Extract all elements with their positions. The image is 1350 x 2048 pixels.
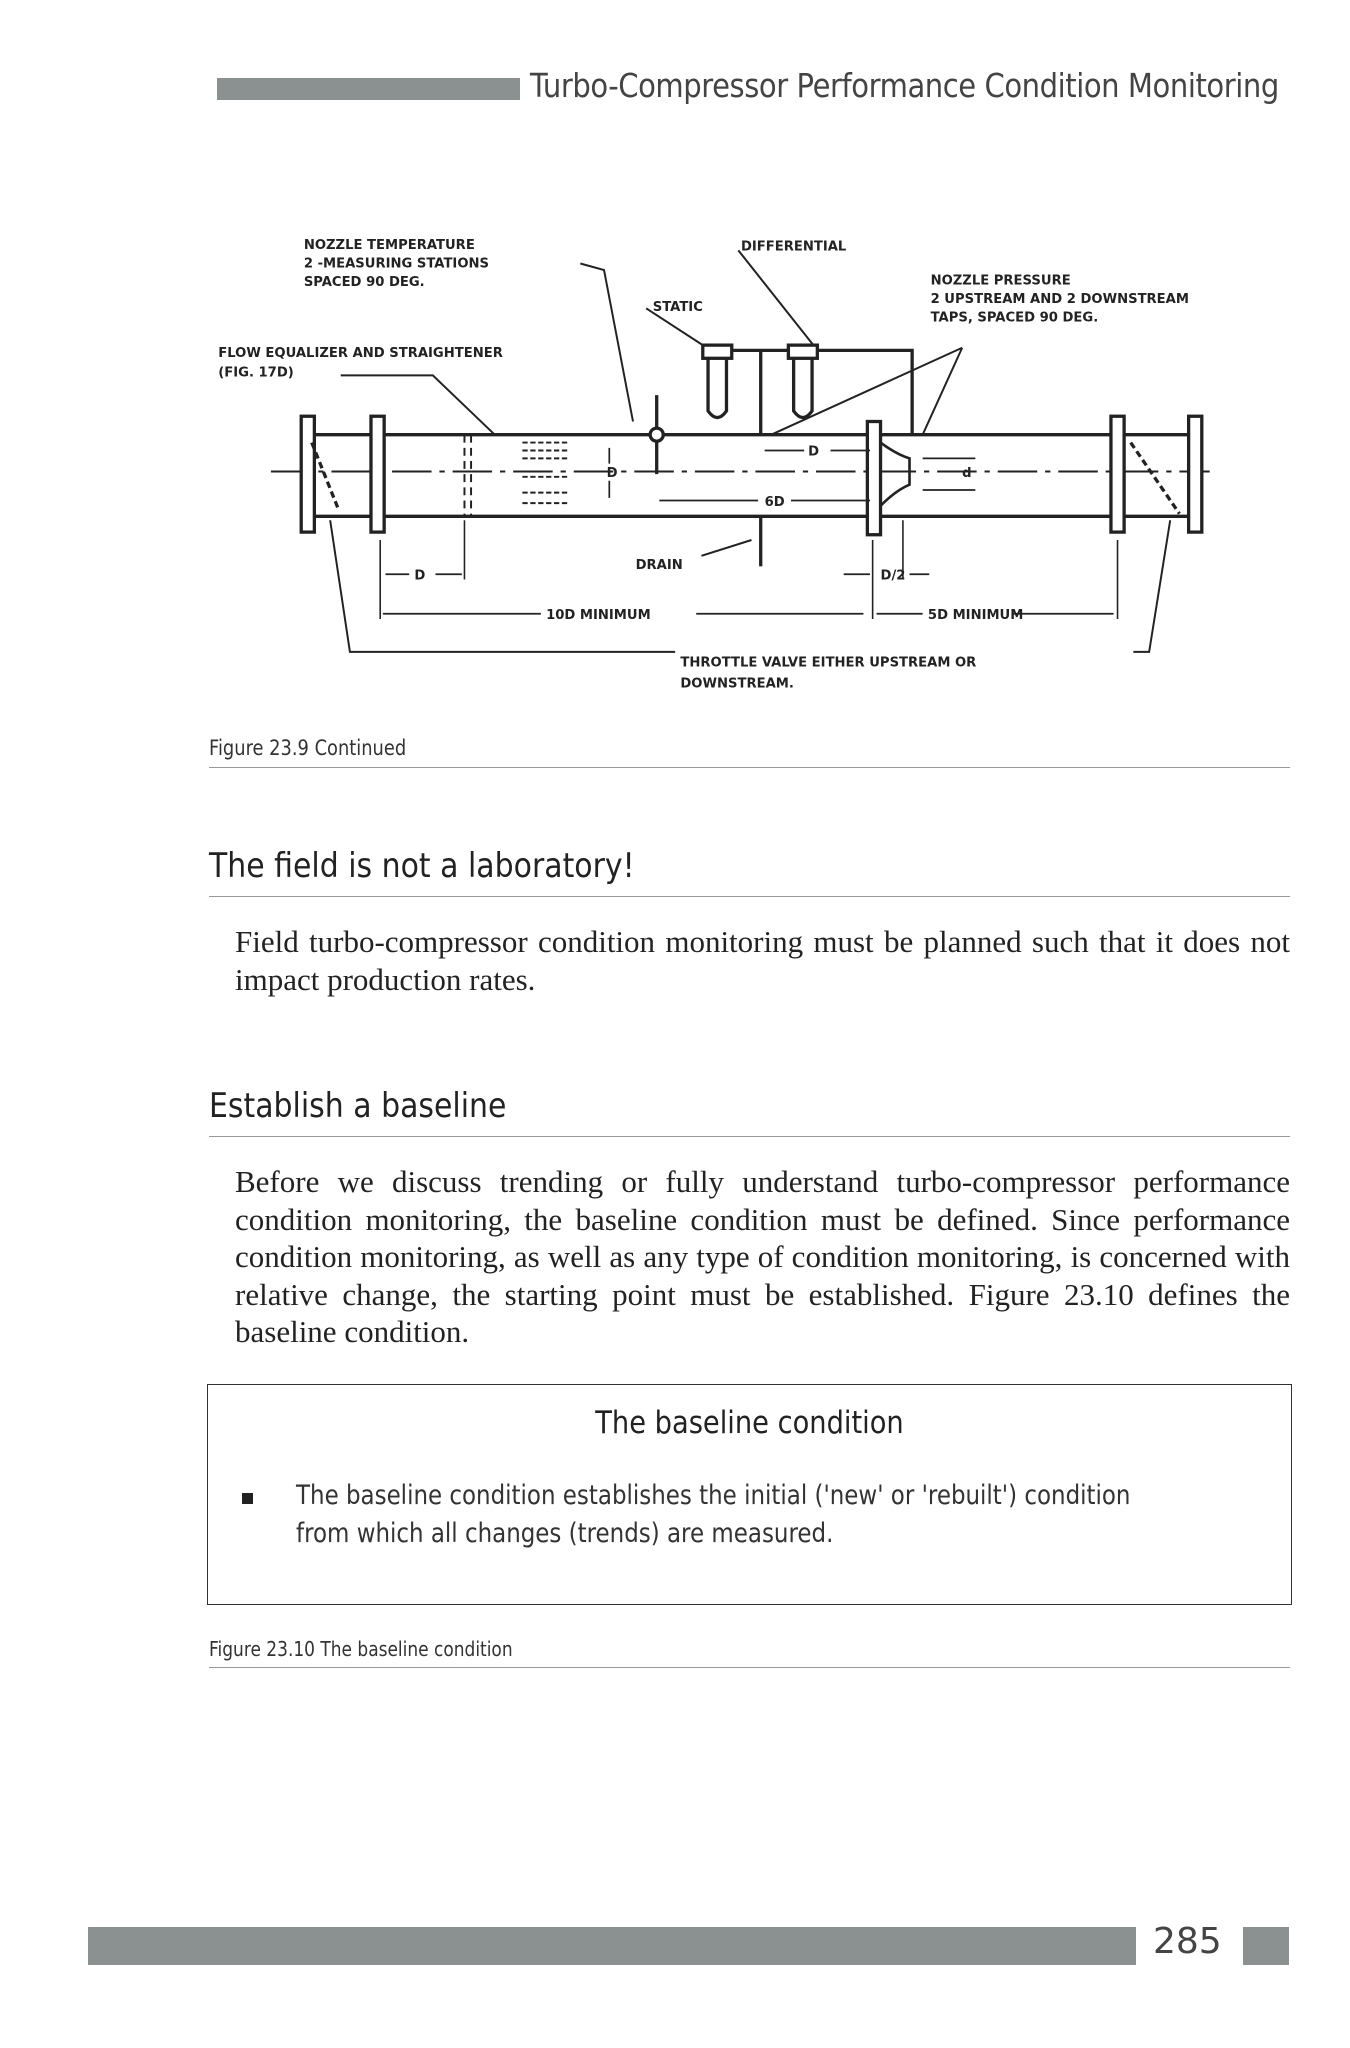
footer-bar [88, 1927, 1136, 1965]
label-nozzle-pressure: NOZZLE PRESSURE [930, 273, 1071, 289]
section-heading: The field is not a laboratory! [209, 846, 635, 886]
label-static: STATIC [652, 299, 703, 315]
divider [209, 1136, 1290, 1137]
flange [371, 416, 384, 532]
throttle-valve [1131, 443, 1180, 514]
label-downstream: DOWNSTREAM. [680, 676, 794, 692]
page-number: 285 [1153, 1921, 1222, 1962]
label-nozzle-temperature: NOZZLE TEMPERATURE [303, 238, 475, 254]
label-flow-equalizer: FLOW EQUALIZER AND STRAIGHTENER [218, 345, 503, 361]
section-body: Before we discuss trending or fully understand turbo-compressor performance condition monitoring, the baseline condition must be defined. Since performance condition monitoring, as well as any type of condition monitoring, is concerned with relative change, the starting point must be established. Figure 23.10 defines the baseline condition. [235, 1164, 1290, 1349]
section-heading: Establish a baseline [209, 1086, 507, 1126]
diagram-labels [218, 238, 1189, 691]
label-drain: DRAIN [635, 557, 683, 573]
baseline-condition-box [207, 1384, 1292, 1605]
figure-caption: Figure 23.10 The baseline condition [209, 1637, 513, 1661]
flange [1111, 416, 1124, 532]
label-spaced-90: SPACED 90 DEG. [303, 274, 425, 290]
label-dim-d-upstream: D [414, 568, 426, 584]
label-dim-d-pipe: D [606, 465, 618, 481]
header-bar [217, 78, 520, 100]
label-dim-d2: D/2 [880, 568, 906, 584]
label-taps-spaced: TAPS, SPACED 90 DEG. [930, 310, 1099, 326]
divider [209, 767, 1290, 768]
label-throttle-valve: THROTTLE VALVE EITHER UPSTREAM OR [680, 655, 977, 671]
section-body: Field turbo-compressor condition monitoring must be planned such that it does not impact production rates. [235, 924, 1290, 997]
label-dim-throat: d [962, 465, 972, 481]
flange [301, 416, 314, 532]
running-header-title: Turbo-Compressor Performance Condition Monitoring [530, 66, 1279, 105]
label-dim-6d: 6D [764, 494, 785, 510]
label-10d-minimum: 10D MINIMUM [546, 608, 651, 623]
bullet-icon [242, 1493, 253, 1504]
straightener [522, 443, 567, 504]
label-measuring-stations: 2 -MEASURING STATIONS [303, 256, 490, 272]
figure-caption: Figure 23.9 Continued [209, 736, 407, 760]
divider [209, 896, 1290, 897]
box-title: The baseline condition [595, 1405, 904, 1441]
bullet-text: The baseline condition establishes the initial ('new' or 'rebuilt') condition from which all changes (trends) are measured. [296, 1480, 1131, 1549]
label-differential: DIFFERENTIAL [740, 239, 847, 255]
footer-square [1243, 1927, 1289, 1965]
label-dim-d-tap: D [808, 444, 820, 460]
flow-nozzle-diagram [198, 224, 1226, 698]
label-fig-17d: (FIG. 17D) [218, 365, 294, 381]
flange [1189, 416, 1202, 532]
orifice-flange [867, 422, 880, 535]
label-upstream-downstream: 2 UPSTREAM AND 2 DOWNSTREAM [930, 292, 1189, 307]
label-5d-minimum: 5D MINIMUM [927, 608, 1024, 623]
divider [209, 1667, 1290, 1668]
